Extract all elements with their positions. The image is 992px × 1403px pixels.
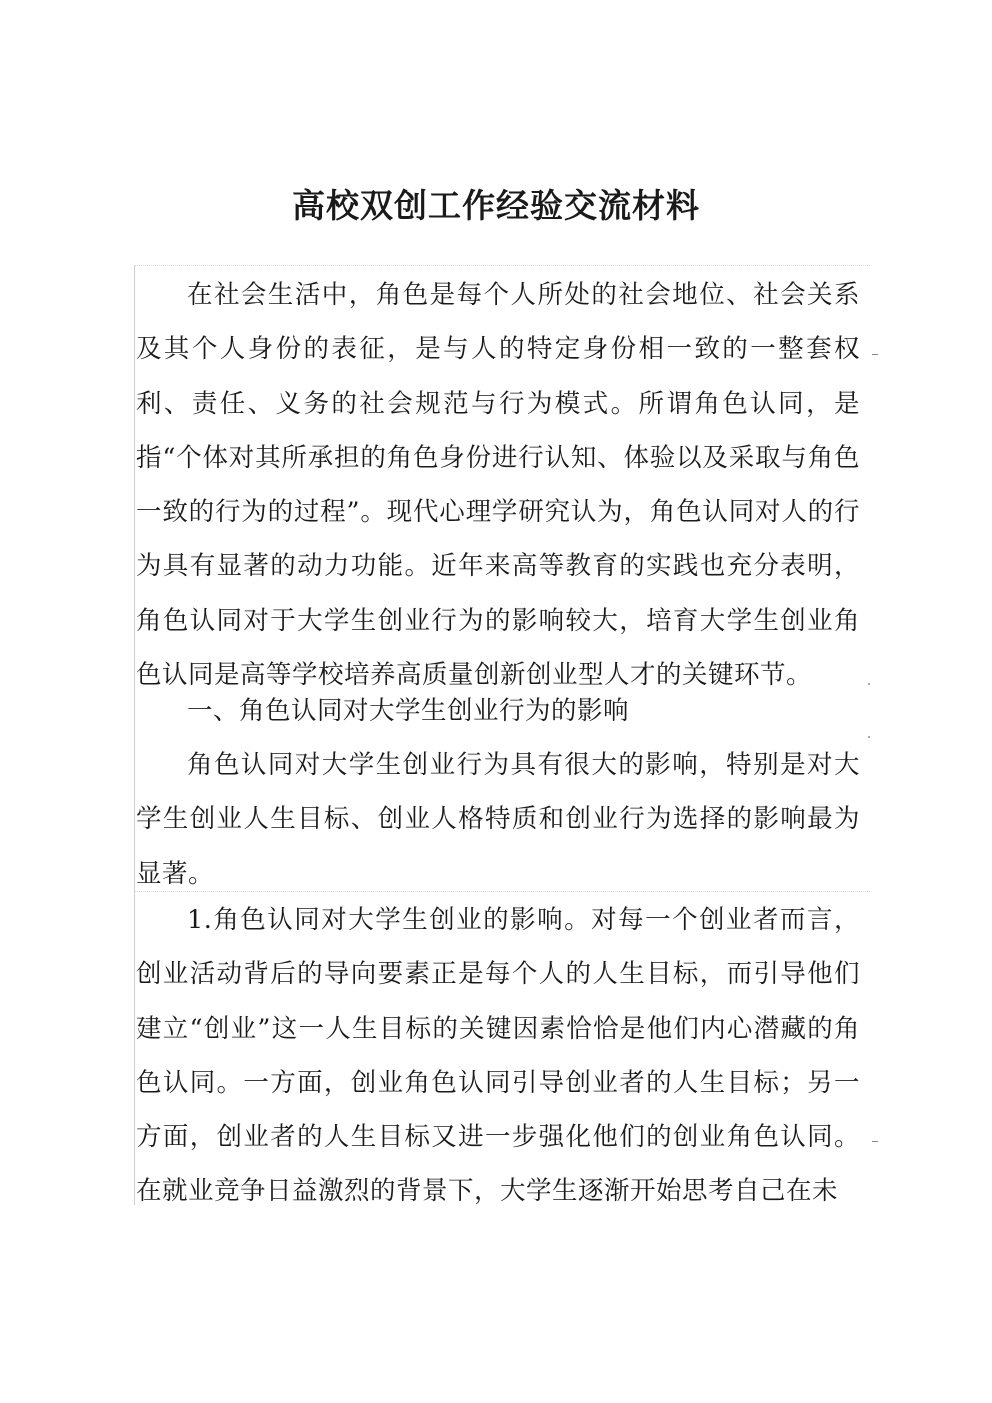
margin-dot	[868, 683, 870, 685]
paragraph-point-one: 1.角色认同对大学生创业的影响。对每一个创业者而言，创业活动背后的导向要素正是每个人的人生目标，而引导他们建立“创业”这一人生目标的关键因素恰恰是他们内心潜藏的角色认同。一方面，创业角色认同引导创业者的人生目标；另一方面，创业者的人生目标又进一步强化他们的创业角色认同。在就业竞争日益激烈的背景下，大学生逐渐开始思考自己在未	[136, 905, 860, 1207]
frame-top-guide	[134, 265, 870, 266]
section-heading: 一、角色认同对大学生创业行为的影响	[187, 696, 630, 726]
paragraph-mark	[872, 1141, 878, 1142]
paragraph-section-summary: 角色认同对大学生创业行为具有很大的影响，特别是对大学生创业人生目标、创业人格特质和创业行为选择的影响最为显著。	[136, 750, 860, 889]
document-title: 高校双创工作经验交流材料	[292, 186, 700, 225]
paragraph-mark	[872, 354, 878, 355]
paragraph-intro: 在社会生活中，角色是每个人所处的社会地位、社会关系及其个人身份的表征，是与人的特定身份相一致的一整套权利、责任、义务的社会规范与行为模式。所谓角色认同，是指“个体对其所承担的角色身份进行认知、体验以及采取与角色一致的行为的过程”。现代心理学研究认为，角色认同对人的行为具有显著的动力功能。近年来高等教育的实践也充分表明，角色认同对于大学生创业行为的影响较大，培育大学生创业角色认同是高等学校培养高质量创新创业型人才的关键环节。	[136, 280, 860, 691]
margin-dot	[868, 736, 870, 738]
